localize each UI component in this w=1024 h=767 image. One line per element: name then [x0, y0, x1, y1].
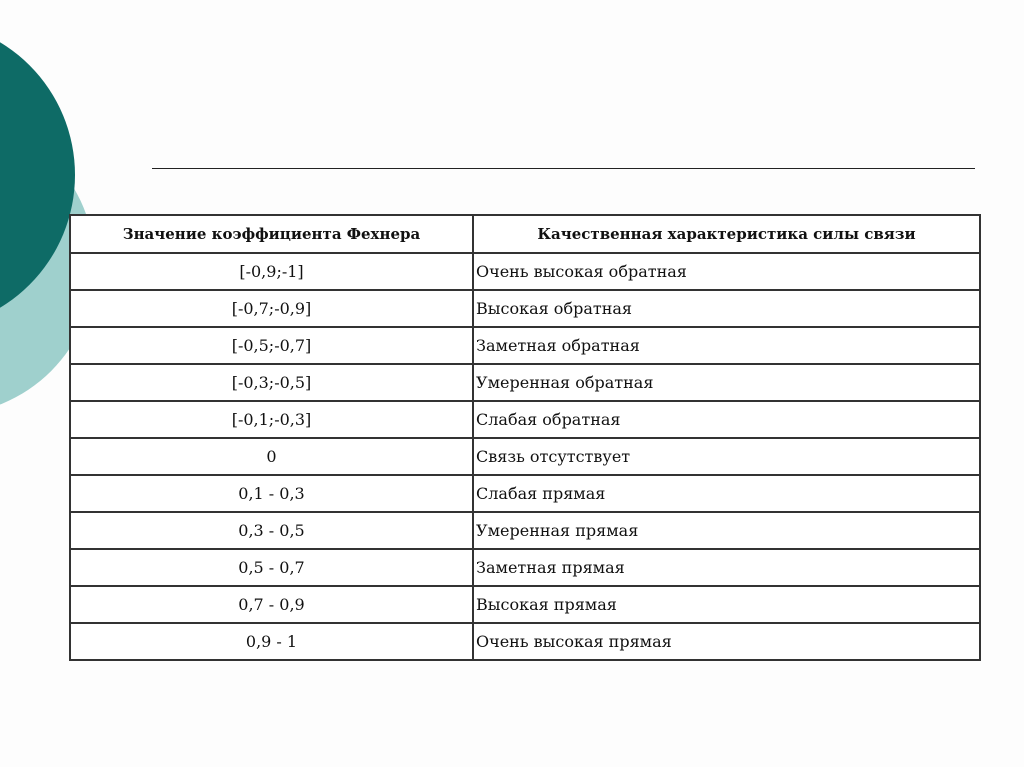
- coefficient-value-cell: [-0,7;-0,9]: [70, 290, 473, 327]
- coefficient-value-cell: 0,9 - 1: [70, 623, 473, 660]
- title-divider-line: [152, 168, 975, 169]
- characteristic-cell: Высокая прямая: [473, 586, 980, 623]
- coefficient-value-cell: [-0,9;-1]: [70, 253, 473, 290]
- table-row: [70, 438, 980, 475]
- coefficient-value-cell: 0,3 - 0,5: [70, 512, 473, 549]
- characteristic-cell: Связь отсутствует: [473, 438, 980, 475]
- characteristic-cell: Умеренная прямая: [473, 512, 980, 549]
- characteristic-cell: Умеренная обратная: [473, 364, 980, 401]
- table-row: [70, 401, 980, 438]
- characteristic-cell: Заметная обратная: [473, 327, 980, 364]
- header-coefficient-value: Значение коэффициента Фехнера: [70, 215, 473, 253]
- table-row: [70, 327, 980, 364]
- coefficient-value-cell: [-0,3;-0,5]: [70, 364, 473, 401]
- table-row: [70, 549, 980, 586]
- fechner-coefficient-table: [69, 214, 981, 661]
- table-header-row: [70, 215, 980, 253]
- table-row: [70, 623, 980, 660]
- table-row: [70, 253, 980, 290]
- coefficient-value-cell: 0,1 - 0,3: [70, 475, 473, 512]
- coefficient-value-cell: [-0,1;-0,3]: [70, 401, 473, 438]
- table-row: [70, 475, 980, 512]
- table-row: [70, 290, 980, 327]
- dark-teal-circle: [0, 20, 75, 330]
- table-row: [70, 512, 980, 549]
- coefficient-value-cell: 0: [70, 438, 473, 475]
- characteristic-cell: Слабая прямая: [473, 475, 980, 512]
- table-row: [70, 364, 980, 401]
- characteristic-cell: Высокая обратная: [473, 290, 980, 327]
- characteristic-cell: Слабая обратная: [473, 401, 980, 438]
- coefficient-value-cell: 0,7 - 0,9: [70, 586, 473, 623]
- coefficient-value-cell: [-0,5;-0,7]: [70, 327, 473, 364]
- table-row: [70, 586, 980, 623]
- characteristic-cell: Очень высокая обратная: [473, 253, 980, 290]
- coefficient-value-cell: 0,5 - 0,7: [70, 549, 473, 586]
- header-qualitative-characteristic: Качественная характеристика силы связи: [473, 215, 980, 253]
- characteristic-cell: Очень высокая прямая: [473, 623, 980, 660]
- characteristic-cell: Заметная прямая: [473, 549, 980, 586]
